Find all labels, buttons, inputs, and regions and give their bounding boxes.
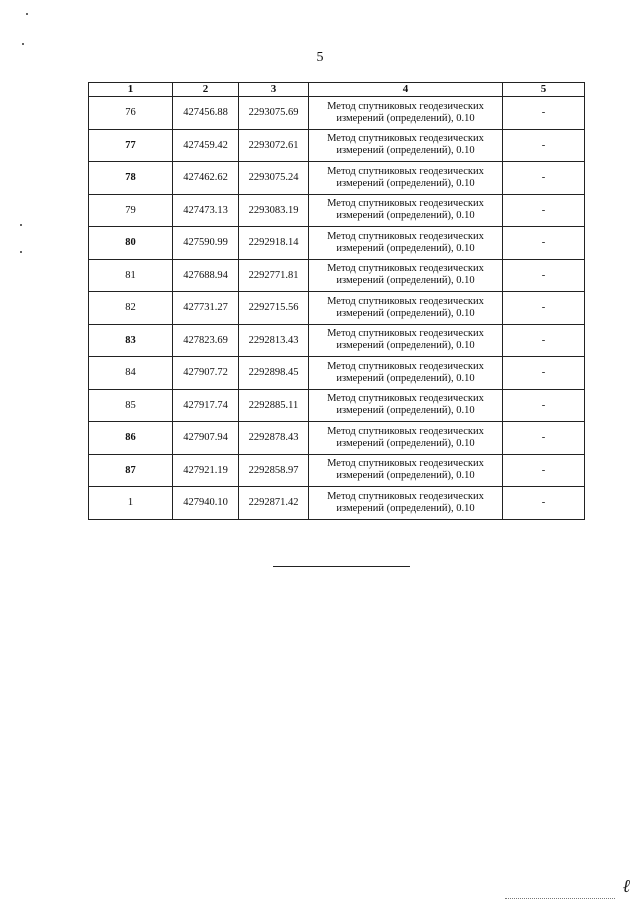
coordinate-x: 427823.69	[173, 324, 239, 357]
note-value: -	[503, 454, 585, 487]
point-number: 77	[89, 129, 173, 162]
point-number: 87	[89, 454, 173, 487]
point-number: 79	[89, 194, 173, 227]
coordinate-y: 2292898.45	[239, 357, 309, 390]
method-line-2: измерений (определений), 0.10	[336, 307, 475, 319]
coordinate-y: 2292813.43	[239, 324, 309, 357]
method-line-2: измерений (определений), 0.10	[336, 340, 475, 352]
column-header-point: 1	[89, 83, 173, 97]
note-value: -	[503, 324, 585, 357]
table-row	[89, 487, 585, 520]
coordinate-y: 2293083.19	[239, 194, 309, 227]
method-line-1: Метод спутниковых геодезических	[327, 360, 484, 372]
method-line-2: измерений (определений), 0.10	[336, 437, 475, 449]
coordinate-y: 2292871.42	[239, 487, 309, 520]
method-line-1: Метод спутниковых геодезических	[327, 263, 484, 275]
table-row	[89, 324, 585, 357]
column-header-y: 3	[239, 83, 309, 97]
coordinate-y: 2293075.69	[239, 97, 309, 130]
coordinate-x: 427688.94	[173, 259, 239, 292]
coordinate-y: 2292918.14	[239, 227, 309, 260]
method-description	[309, 324, 503, 357]
margin-dot	[20, 224, 22, 226]
method-line-1: Метод спутниковых геодезических	[327, 490, 484, 502]
end-of-section-line	[273, 566, 410, 567]
point-number: 78	[89, 162, 173, 195]
point-number: 84	[89, 357, 173, 390]
margin-dot	[22, 43, 24, 45]
note-value: -	[503, 292, 585, 325]
point-number: 85	[89, 389, 173, 422]
method-line-1: Метод спутниковых геодезических	[327, 393, 484, 405]
note-value: -	[503, 97, 585, 130]
coordinate-x: 427907.72	[173, 357, 239, 390]
method-description	[309, 454, 503, 487]
coordinates-table	[88, 82, 585, 520]
method-line-2: измерений (определений), 0.10	[336, 242, 475, 254]
point-number: 86	[89, 422, 173, 455]
method-description	[309, 357, 503, 390]
column-header-method: 4	[309, 83, 503, 97]
table-row	[89, 454, 585, 487]
coordinate-x: 427940.10	[173, 487, 239, 520]
point-number: 82	[89, 292, 173, 325]
method-line-2: измерений (определений), 0.10	[336, 405, 475, 417]
table-row	[89, 357, 585, 390]
coordinate-x: 427459.42	[173, 129, 239, 162]
note-value: -	[503, 227, 585, 260]
method-description	[309, 194, 503, 227]
coordinate-x: 427731.27	[173, 292, 239, 325]
note-value: -	[503, 259, 585, 292]
method-line-1: Метод спутниковых геодезических	[327, 425, 484, 437]
coordinate-y: 2292771.81	[239, 259, 309, 292]
coordinate-x: 427456.88	[173, 97, 239, 130]
coordinate-x: 427473.13	[173, 194, 239, 227]
method-description	[309, 422, 503, 455]
table-row	[89, 97, 585, 130]
note-value: -	[503, 487, 585, 520]
coordinate-x: 427921.19	[173, 454, 239, 487]
coordinate-y: 2292885.11	[239, 389, 309, 422]
column-header-x: 2	[173, 83, 239, 97]
note-value: -	[503, 129, 585, 162]
table-row	[89, 389, 585, 422]
method-description	[309, 162, 503, 195]
method-line-1: Метод спутниковых геодезических	[327, 165, 484, 177]
point-number: 83	[89, 324, 173, 357]
method-line-1: Метод спутниковых геодезических	[327, 295, 484, 307]
corner-rule	[505, 898, 615, 899]
method-description	[309, 487, 503, 520]
method-description	[309, 259, 503, 292]
coordinate-y: 2293075.24	[239, 162, 309, 195]
method-line-1: Метод спутниковых геодезических	[327, 100, 484, 112]
method-description	[309, 129, 503, 162]
method-line-1: Метод спутниковых геодезических	[327, 198, 484, 210]
table-row	[89, 292, 585, 325]
table-row	[89, 194, 585, 227]
table-row	[89, 422, 585, 455]
coordinate-x: 427462.62	[173, 162, 239, 195]
table-row	[89, 129, 585, 162]
coordinate-x: 427590.99	[173, 227, 239, 260]
method-line-1: Метод спутниковых геодезических	[327, 133, 484, 145]
method-line-2: измерений (определений), 0.10	[336, 275, 475, 287]
method-line-2: измерений (определений), 0.10	[336, 502, 475, 514]
margin-dot	[26, 13, 28, 15]
note-value: -	[503, 194, 585, 227]
table-row	[89, 162, 585, 195]
method-line-2: измерений (определений), 0.10	[336, 470, 475, 482]
point-number: 80	[89, 227, 173, 260]
coordinate-y: 2292858.97	[239, 454, 309, 487]
coordinate-y: 2292878.43	[239, 422, 309, 455]
method-line-2: измерений (определений), 0.10	[336, 372, 475, 384]
method-line-2: измерений (определений), 0.10	[336, 177, 475, 189]
note-value: -	[503, 422, 585, 455]
point-number: 81	[89, 259, 173, 292]
coordinate-x: 427907.94	[173, 422, 239, 455]
coordinate-y: 2292715.56	[239, 292, 309, 325]
table-header-row	[89, 83, 585, 97]
page-number: 5	[316, 50, 324, 65]
method-line-2: измерений (определений), 0.10	[336, 112, 475, 124]
method-line-2: измерений (определений), 0.10	[336, 210, 475, 222]
coordinate-y: 2293072.61	[239, 129, 309, 162]
margin-dot	[20, 251, 22, 253]
point-number: 1	[89, 487, 173, 520]
column-header-note: 5	[503, 83, 585, 97]
note-value: -	[503, 389, 585, 422]
method-line-1: Метод спутниковых геодезических	[327, 458, 484, 470]
method-line-1: Метод спутниковых геодезических	[327, 328, 484, 340]
method-description	[309, 97, 503, 130]
method-description	[309, 227, 503, 260]
note-value: -	[503, 357, 585, 390]
note-value: -	[503, 162, 585, 195]
table-row	[89, 259, 585, 292]
method-line-1: Метод спутниковых геодезических	[327, 230, 484, 242]
method-description	[309, 389, 503, 422]
coordinate-x: 427917.74	[173, 389, 239, 422]
handwritten-initial-icon: ℓ	[622, 876, 630, 896]
method-line-2: измерений (определений), 0.10	[336, 145, 475, 157]
method-description	[309, 292, 503, 325]
table-row	[89, 227, 585, 260]
point-number: 76	[89, 97, 173, 130]
